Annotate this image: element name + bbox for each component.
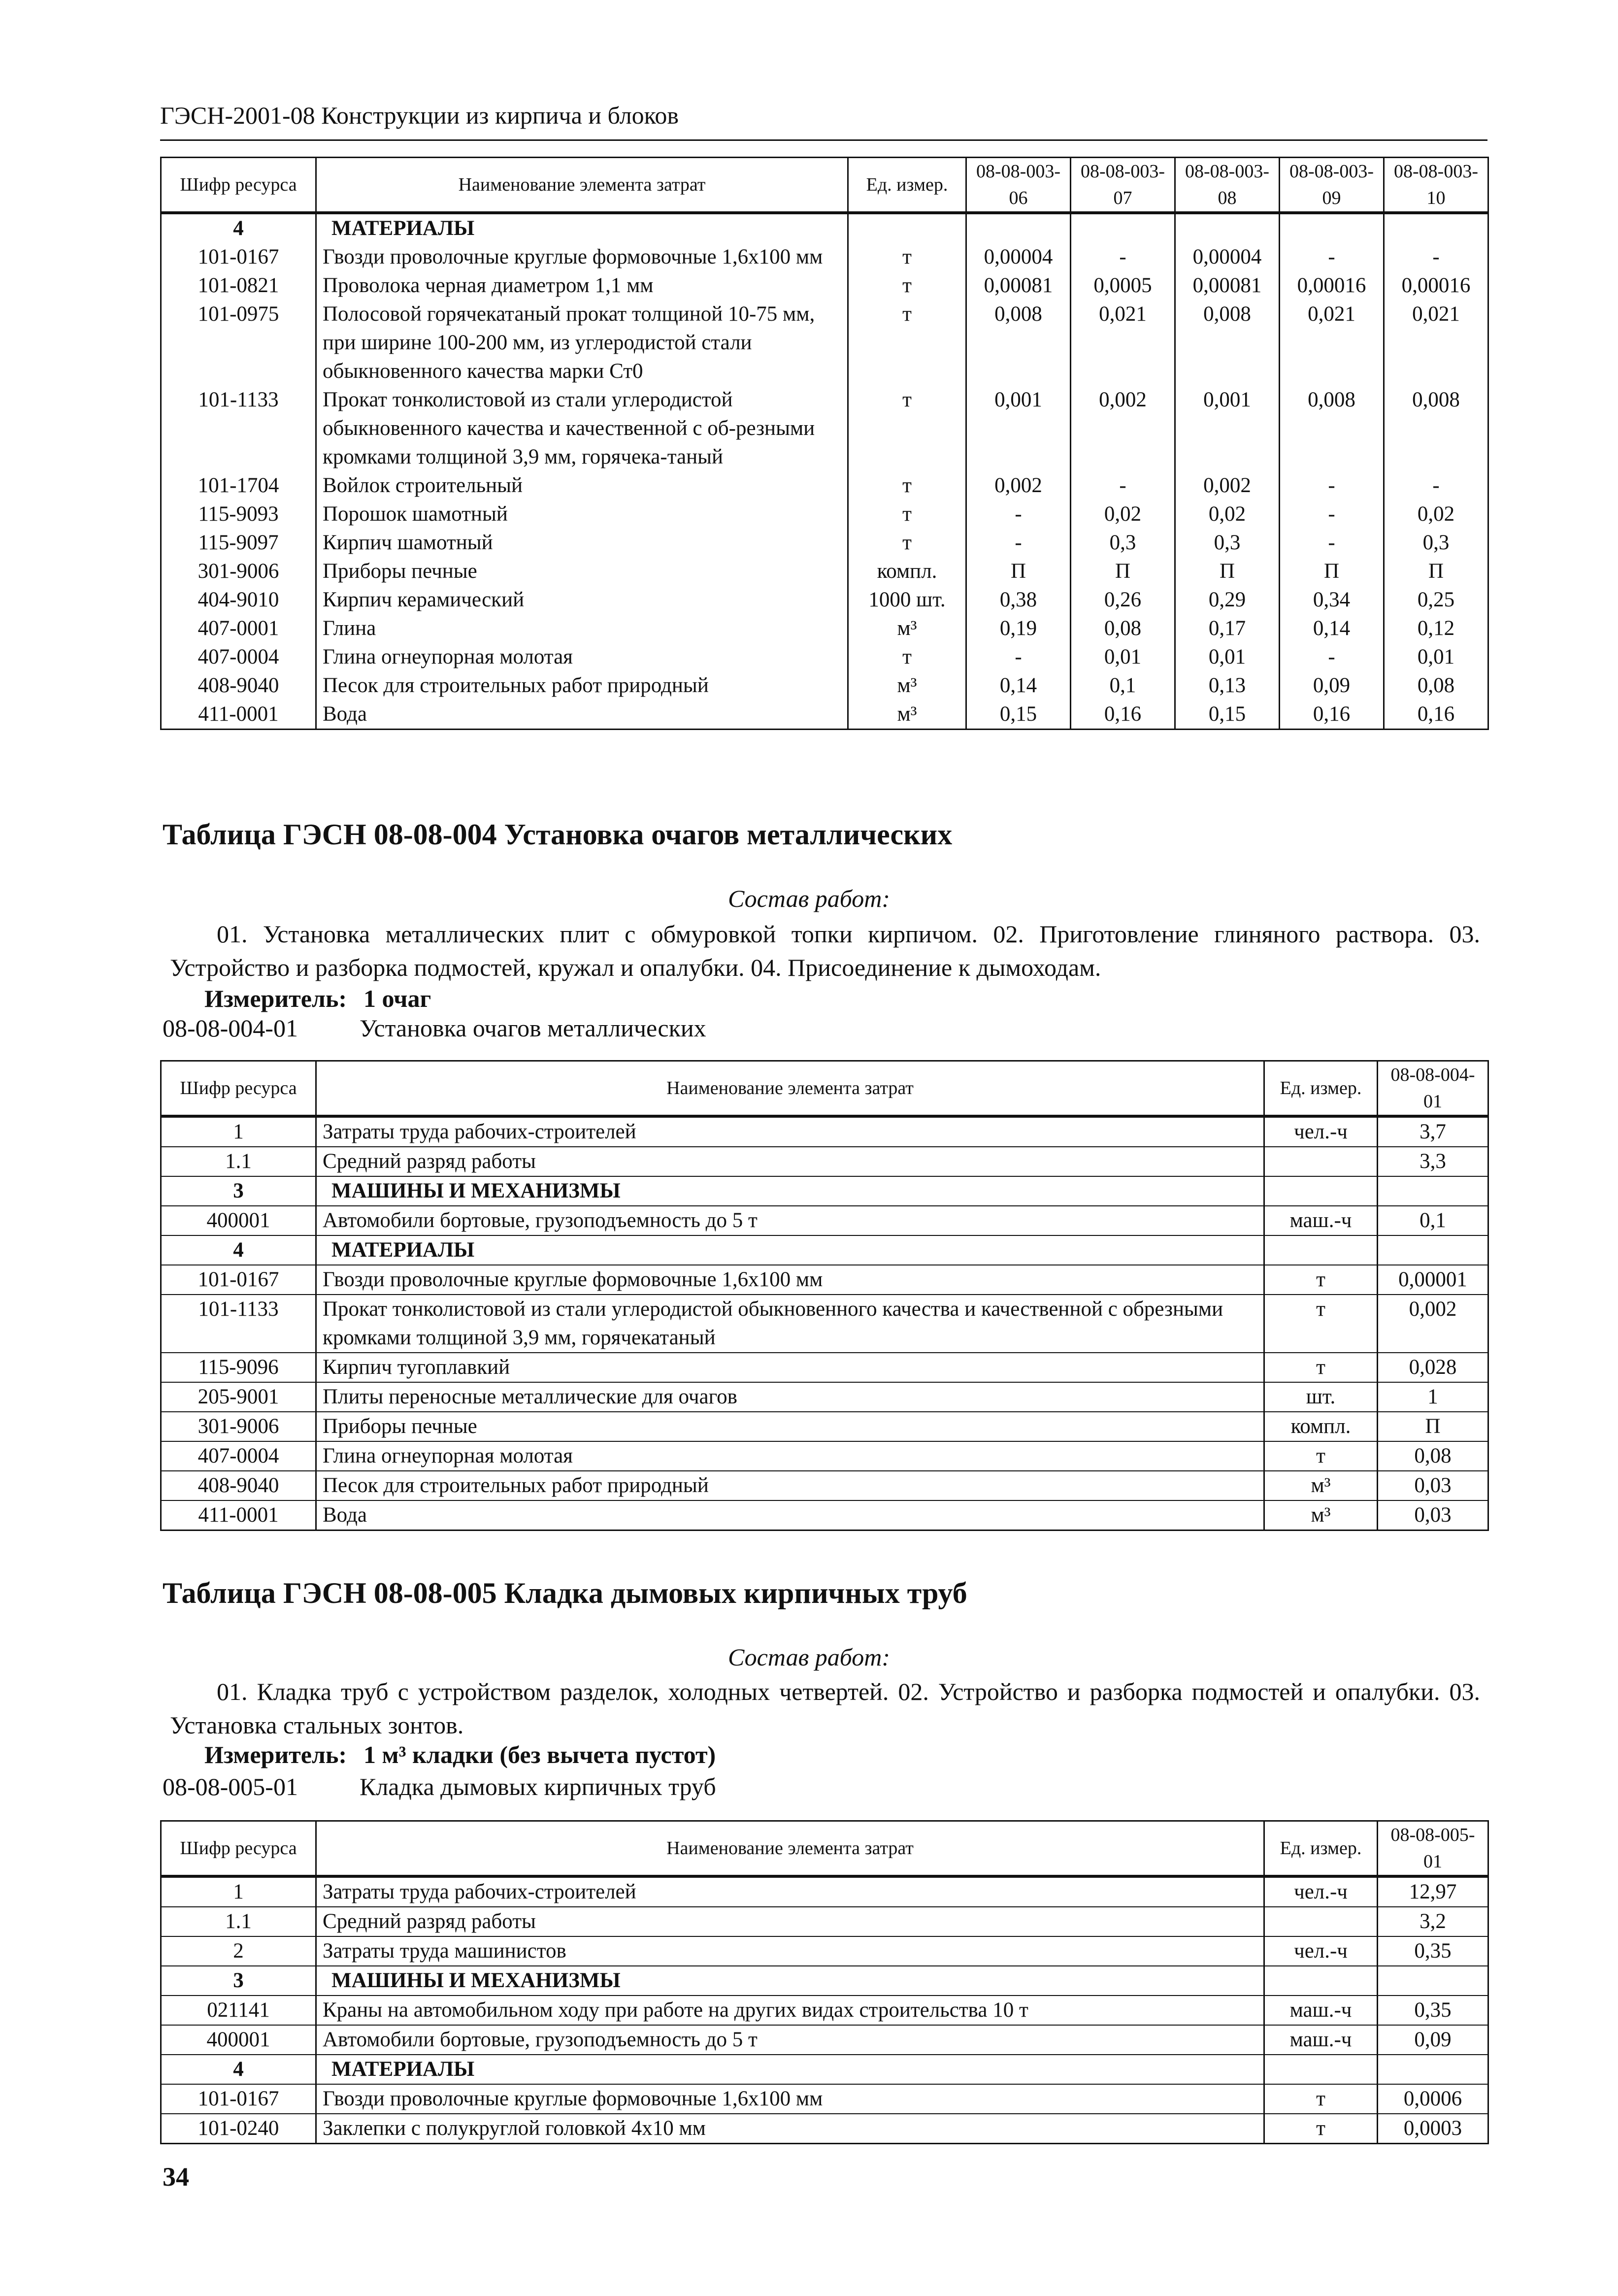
rate-value-cell: 0,35 <box>1378 1996 1488 2025</box>
cost-element-name-cell: МАТЕРИАЛЫ <box>316 2055 1264 2084</box>
table-row <box>161 2114 1488 2144</box>
rate-value-cell: 0,08 <box>1378 1441 1488 1471</box>
cost-element-name-cell: Песок для строительных работ природный <box>316 671 848 700</box>
unit-cell: т <box>1264 1295 1378 1353</box>
rate-code: 08-08-005-01 <box>163 1773 298 1800</box>
resource-code-cell: 205-9001 <box>161 1382 316 1412</box>
table-row <box>161 643 1488 671</box>
table-row <box>161 471 1488 500</box>
unit-cell: чел.-ч <box>1264 1936 1378 1966</box>
unit-cell: т <box>1264 2084 1378 2114</box>
section-row <box>161 213 1488 243</box>
resource-code-cell: 101-0975 <box>161 300 316 386</box>
cost-element-name-cell: МАТЕРИАЛЫ <box>316 1235 1264 1265</box>
rate-value-cell: 0,028 <box>1378 1353 1488 1382</box>
resource-code-cell: 101-0821 <box>161 271 316 300</box>
header-rate-08-08-005-01: 08-08-005-01 <box>1378 1821 1488 1877</box>
rate-value-cell: 3,2 <box>1378 1907 1488 1936</box>
rate-value-cell: - <box>1280 471 1384 500</box>
cost-element-name-cell: Войлок строительный <box>316 471 848 500</box>
unit-cell: т <box>848 300 966 386</box>
unit-cell: шт. <box>1264 1382 1378 1412</box>
rate-value-cell: 0,25 <box>1384 586 1488 614</box>
rate-line <box>163 1014 706 1042</box>
rate-value-cell: - <box>1384 471 1488 500</box>
resource-code-cell: 021141 <box>161 1996 316 2025</box>
table-row <box>161 614 1488 643</box>
cost-element-name-cell: Порошок шамотный <box>316 500 848 529</box>
rate-value-cell: - <box>1280 500 1384 529</box>
table-title-08-08-004: Таблица ГЭСН 08-08-004 Установка очагов металлических <box>163 818 953 851</box>
table-body <box>161 1876 1488 2144</box>
rate-value-cell: 0,1 <box>1378 1206 1488 1235</box>
rate-value-cell: 0,38 <box>966 586 1071 614</box>
resource-code-cell: 101-0167 <box>161 2084 316 2114</box>
header-resource-code: Шифр ресурса <box>161 158 316 213</box>
rate-value-cell: 0,008 <box>966 300 1071 386</box>
rate-value-cell <box>1384 213 1488 243</box>
rate-value-cell: - <box>966 643 1071 671</box>
rate-value-cell: 0,26 <box>1071 586 1175 614</box>
cost-element-name-cell: Автомобили бортовые, грузоподъемность до 5 т <box>316 1206 1264 1235</box>
cost-element-name-cell: МАТЕРИАЛЫ <box>316 213 848 243</box>
rate-value-cell: П <box>966 557 1071 586</box>
rate-value-cell: 0,008 <box>1175 300 1280 386</box>
cost-element-name-cell: Кирпич тугоплавкий <box>316 1353 1264 1382</box>
works-composition-title: Состав работ: <box>727 885 891 912</box>
table-row <box>161 1876 1488 1907</box>
unit-cell <box>1264 2055 1378 2084</box>
rate-value-cell: 0,29 <box>1175 586 1280 614</box>
rate-value-cell: 0,0005 <box>1071 271 1175 300</box>
header-rate-08-08-003-07: 08-08-003-07 <box>1071 158 1175 213</box>
resource-code-cell: 115-9097 <box>161 529 316 557</box>
unit-cell: компл. <box>848 557 966 586</box>
rate-value-cell: - <box>1280 529 1384 557</box>
rate-value-cell: 0,3 <box>1071 529 1175 557</box>
rate-value-cell: 0,09 <box>1280 671 1384 700</box>
cost-element-name-cell: Кирпич керамический <box>316 586 848 614</box>
meter-line <box>204 984 431 1013</box>
cost-element-name-cell: Кирпич шамотный <box>316 529 848 557</box>
running-head: ГЭСН-2001-08 Конструкции из кирпича и блоков <box>160 101 679 129</box>
resource-code-cell: 400001 <box>161 2025 316 2055</box>
rate-value-cell: 0,16 <box>1280 700 1384 730</box>
rate-value-cell: 12,97 <box>1378 1876 1488 1907</box>
header-cost-element-name: Наименование элемента затрат <box>316 1821 1264 1877</box>
cost-element-name-cell: Затраты труда рабочих-строителей <box>316 1116 1264 1147</box>
rate-value-cell: 1 <box>1378 1382 1488 1412</box>
page-number: 34 <box>163 2162 189 2192</box>
resource-code-cell: 101-1704 <box>161 471 316 500</box>
unit-cell: маш.-ч <box>1264 1206 1378 1235</box>
resource-code-cell: 407-0001 <box>161 614 316 643</box>
table-body <box>161 1116 1488 1531</box>
meter-label: Измеритель: <box>204 1741 347 1768</box>
unit-cell: т <box>848 243 966 271</box>
rate-value-cell: 0,34 <box>1280 586 1384 614</box>
unit-cell: маш.-ч <box>1264 1996 1378 2025</box>
resource-code-cell: 301-9006 <box>161 1412 316 1441</box>
rate-value-cell: 0,00004 <box>966 243 1071 271</box>
works-composition-title: Состав работ: <box>727 1643 891 1671</box>
unit-cell: т <box>1264 2114 1378 2144</box>
table-row <box>161 529 1488 557</box>
works-composition-text: 01. Установка металлических плит с обмуровкой топки кирпичом. 02. Приготовление глиняного раствора. 03. Устройство и разборка подмостей, кружал и опалубки. 04. Присоединение к дымоходам. <box>170 920 1480 981</box>
rate-value-cell: 0,01 <box>1071 643 1175 671</box>
rate-value-cell: 0,3 <box>1384 529 1488 557</box>
rate-value-cell <box>1378 1966 1488 1996</box>
cost-element-name-cell: Приборы печные <box>316 1412 1264 1441</box>
section-row <box>161 2055 1488 2084</box>
resource-code-cell: 4 <box>161 2055 316 2084</box>
cost-element-name-cell: Глина <box>316 614 848 643</box>
rate-value-cell: - <box>1071 243 1175 271</box>
rate-value-cell: 0,00001 <box>1378 1265 1488 1295</box>
rate-value-cell <box>1175 213 1280 243</box>
resource-code-cell: 4 <box>161 1235 316 1265</box>
rate-value-cell: - <box>1384 243 1488 271</box>
table-row <box>161 1907 1488 1936</box>
table-header-row <box>161 1061 1488 1117</box>
table-row <box>161 500 1488 529</box>
table-row <box>161 300 1488 386</box>
unit-cell: 1000 шт. <box>848 586 966 614</box>
unit-cell: м³ <box>1264 1471 1378 1500</box>
header-unit: Ед. измер. <box>848 158 966 213</box>
unit-cell: м³ <box>1264 1500 1378 1531</box>
rate-value-cell: 0,17 <box>1175 614 1280 643</box>
unit-cell <box>1264 1966 1378 1996</box>
rate-value-cell: 0,35 <box>1378 1936 1488 1966</box>
meter-value: 1 м³ кладки (без вычета пустот) <box>363 1741 716 1768</box>
unit-cell: м³ <box>848 614 966 643</box>
unit-cell: т <box>848 386 966 471</box>
header-rule <box>160 139 1487 141</box>
table-row <box>161 2084 1488 2114</box>
cost-element-name-cell: Гвозди проволочные круглые формовочные 1,6х100 мм <box>316 2084 1264 2114</box>
header-cost-element-name: Наименование элемента затрат <box>316 1061 1264 1117</box>
rate-value-cell: 0,03 <box>1378 1471 1488 1500</box>
rate-value-cell: 0,15 <box>966 700 1071 730</box>
table-row <box>161 1265 1488 1295</box>
rate-value-cell: П <box>1378 1412 1488 1441</box>
cost-element-name-cell: Полосовой горячекатаный прокат толщиной 10-75 мм, при ширине 100-200 мм, из углеродистой стали обыкновенного качества марки Ст0 <box>316 300 848 386</box>
rate-value-cell: 0,021 <box>1384 300 1488 386</box>
table-row <box>161 1353 1488 1382</box>
rate-value-cell: 0,02 <box>1071 500 1175 529</box>
works-composition-text: 01. Кладка труб с устройством разделок, холодных четвертей. 02. Устройство и разборка подмостей и опалубки. 03. Установка стальных зонтов. <box>170 1678 1480 1739</box>
resource-code-cell: 3 <box>161 1176 316 1206</box>
header-unit: Ед. измер. <box>1264 1061 1378 1117</box>
resource-code-cell: 1 <box>161 1876 316 1907</box>
rate-value-cell: 0,00081 <box>966 271 1071 300</box>
rate-value-cell: 0,008 <box>1384 386 1488 471</box>
table-08-08-005 <box>160 1820 1489 2144</box>
rate-value-cell: 0,02 <box>1384 500 1488 529</box>
rate-name: Установка очагов металлических <box>360 1014 706 1042</box>
rate-value-cell: 0,00004 <box>1175 243 1280 271</box>
cost-element-name-cell: МАШИНЫ И МЕХАНИЗМЫ <box>316 1176 1264 1206</box>
cost-element-name-cell: Плиты переносные металлические для очагов <box>316 1382 1264 1412</box>
unit-cell: т <box>848 471 966 500</box>
table-row <box>161 1936 1488 1966</box>
cost-element-name-cell: Краны на автомобильном ходу при работе на других видах строительства 10 т <box>316 1996 1264 2025</box>
cost-element-name-cell: Заклепки с полукруглой головкой 4х10 мм <box>316 2114 1264 2144</box>
cost-element-name-cell: Глина огнеупорная молотая <box>316 643 848 671</box>
cost-element-name-cell: Песок для строительных работ природный <box>316 1471 1264 1500</box>
cost-element-name-cell: Прокат тонколистовой из стали углеродистой обыкновенного качества и качественной с об-резными кромками толщиной 3,9 мм, горячека-таный <box>316 386 848 471</box>
rate-value-cell: П <box>1280 557 1384 586</box>
table-row <box>161 1500 1488 1531</box>
unit-cell: т <box>848 643 966 671</box>
cost-element-name-cell: Вода <box>316 1500 1264 1531</box>
unit-cell: т <box>1264 1265 1378 1295</box>
rate-value-cell: 0,03 <box>1378 1500 1488 1531</box>
rate-value-cell: 0,021 <box>1280 300 1384 386</box>
rate-value-cell: 0,00081 <box>1175 271 1280 300</box>
rate-value-cell: 0,00016 <box>1280 271 1384 300</box>
rate-value-cell: 0,001 <box>966 386 1071 471</box>
rate-value-cell: 0,002 <box>966 471 1071 500</box>
unit-cell <box>1264 1176 1378 1206</box>
rate-value-cell: 3,3 <box>1378 1147 1488 1176</box>
rate-value-cell: 0,0006 <box>1378 2084 1488 2114</box>
table-row <box>161 671 1488 700</box>
resource-code-cell: 101-0167 <box>161 1265 316 1295</box>
rate-value-cell: П <box>1071 557 1175 586</box>
table-row <box>161 1206 1488 1235</box>
rate-value-cell: П <box>1175 557 1280 586</box>
header-unit: Ед. измер. <box>1264 1821 1378 1877</box>
rate-value-cell: 0,12 <box>1384 614 1488 643</box>
table-row <box>161 1295 1488 1353</box>
header-resource-code: Шифр ресурса <box>161 1821 316 1877</box>
resource-code-cell: 407-0004 <box>161 1441 316 1471</box>
rate-value-cell: 0,14 <box>966 671 1071 700</box>
rate-value-cell: 0,0003 <box>1378 2114 1488 2144</box>
rate-value-cell <box>1378 1176 1488 1206</box>
table-row <box>161 1116 1488 1147</box>
rate-code: 08-08-004-01 <box>163 1014 298 1042</box>
rate-value-cell: П <box>1384 557 1488 586</box>
resource-code-cell: 4 <box>161 213 316 243</box>
rate-value-cell: - <box>1280 643 1384 671</box>
rate-value-cell: - <box>966 500 1071 529</box>
cost-element-name-cell: Затраты труда рабочих-строителей <box>316 1876 1264 1907</box>
rate-value-cell: 0,001 <box>1175 386 1280 471</box>
rate-value-cell: - <box>1071 471 1175 500</box>
table-row <box>161 1382 1488 1412</box>
unit-cell <box>1264 1235 1378 1265</box>
cost-element-name-cell: Вода <box>316 700 848 730</box>
table-row <box>161 1996 1488 2025</box>
rate-value-cell: 0,002 <box>1378 1295 1488 1353</box>
unit-cell <box>848 213 966 243</box>
rate-line <box>163 1772 716 1801</box>
resource-code-cell: 411-0001 <box>161 1500 316 1531</box>
rate-value-cell: 0,01 <box>1175 643 1280 671</box>
unit-cell: чел.-ч <box>1264 1876 1378 1907</box>
table-body <box>161 213 1488 730</box>
header-rate-08-08-003-08: 08-08-003-08 <box>1175 158 1280 213</box>
header-rate-08-08-004-01: 08-08-004-01 <box>1378 1061 1488 1117</box>
table-row <box>161 386 1488 471</box>
rate-value-cell: 0,08 <box>1071 614 1175 643</box>
resource-code-cell: 1 <box>161 1116 316 1147</box>
unit-cell: т <box>1264 1441 1378 1471</box>
resource-code-cell: 404-9010 <box>161 586 316 614</box>
rate-name: Кладка дымовых кирпичных труб <box>360 1773 716 1800</box>
unit-cell: м³ <box>848 700 966 730</box>
resource-code-cell: 1.1 <box>161 1147 316 1176</box>
unit-cell: чел.-ч <box>1264 1116 1378 1147</box>
resource-code-cell: 115-9093 <box>161 500 316 529</box>
resource-code-cell: 101-0167 <box>161 243 316 271</box>
cost-element-name-cell: Приборы печные <box>316 557 848 586</box>
unit-cell: т <box>848 529 966 557</box>
unit-cell: т <box>848 500 966 529</box>
rate-value-cell: 0,16 <box>1384 700 1488 730</box>
meter-label: Измеритель: <box>204 985 347 1012</box>
table-row <box>161 586 1488 614</box>
cost-element-name-cell: Глина огнеупорная молотая <box>316 1441 1264 1471</box>
header-cost-element-name: Наименование элемента затрат <box>316 158 848 213</box>
table-row <box>161 2025 1488 2055</box>
cost-element-name-cell: МАШИНЫ И МЕХАНИЗМЫ <box>316 1966 1264 1996</box>
table-row <box>161 271 1488 300</box>
cost-element-name-cell: Прокат тонколистовой из стали углеродистой обыкновенного качества и качественной с обрезными кромками толщиной 3,9 мм, горячекатаный <box>316 1295 1264 1353</box>
cost-element-name-cell: Затраты труда машинистов <box>316 1936 1264 1966</box>
resource-code-cell: 101-1133 <box>161 1295 316 1353</box>
rate-value-cell: 0,08 <box>1384 671 1488 700</box>
cost-element-name-cell: Средний разряд работы <box>316 1907 1264 1936</box>
section-row <box>161 1966 1488 1996</box>
rate-value-cell: 0,14 <box>1280 614 1384 643</box>
rate-value-cell: 0,13 <box>1175 671 1280 700</box>
header-rate-08-08-003-06: 08-08-003-06 <box>966 158 1071 213</box>
cost-element-name-cell: Гвозди проволочные круглые формовочные 1,6х100 мм <box>316 1265 1264 1295</box>
rate-value-cell: 0,09 <box>1378 2025 1488 2055</box>
rate-value-cell: 0,3 <box>1175 529 1280 557</box>
table-row <box>161 1471 1488 1500</box>
unit-cell: т <box>848 271 966 300</box>
resource-code-cell: 101-1133 <box>161 386 316 471</box>
resource-code-cell: 407-0004 <box>161 643 316 671</box>
table-header-row <box>161 158 1488 213</box>
table-row <box>161 700 1488 730</box>
header-rate-08-08-003-10: 08-08-003-10 <box>1384 158 1488 213</box>
cost-element-name-cell: Средний разряд работы <box>316 1147 1264 1176</box>
rate-value-cell: 0,002 <box>1175 471 1280 500</box>
resource-code-cell: 400001 <box>161 1206 316 1235</box>
resource-code-cell: 408-9040 <box>161 671 316 700</box>
rate-value-cell: - <box>966 529 1071 557</box>
resource-code-cell: 2 <box>161 1936 316 1966</box>
table-08-08-004 <box>160 1060 1489 1531</box>
cost-element-name-cell: Гвозди проволочные круглые формовочные 1,6х100 мм <box>316 243 848 271</box>
cost-element-name-cell: Автомобили бортовые, грузоподъемность до 5 т <box>316 2025 1264 2055</box>
rate-value-cell <box>1378 1235 1488 1265</box>
resource-code-cell: 1.1 <box>161 1907 316 1936</box>
rate-value-cell: 0,01 <box>1384 643 1488 671</box>
rate-value-cell: 0,021 <box>1071 300 1175 386</box>
table-row <box>161 1412 1488 1441</box>
rate-value-cell: 0,02 <box>1175 500 1280 529</box>
rate-value-cell: 0,008 <box>1280 386 1384 471</box>
unit-cell: компл. <box>1264 1412 1378 1441</box>
meter-line <box>204 1740 716 1769</box>
unit-cell <box>1264 1147 1378 1176</box>
resource-code-cell: 411-0001 <box>161 700 316 730</box>
rate-value-cell: 0,002 <box>1071 386 1175 471</box>
table-row <box>161 1147 1488 1176</box>
rate-value-cell: 3,7 <box>1378 1116 1488 1147</box>
resource-code-cell: 301-9006 <box>161 557 316 586</box>
resource-code-cell: 408-9040 <box>161 1471 316 1500</box>
unit-cell: т <box>1264 1353 1378 1382</box>
rate-value-cell: - <box>1280 243 1384 271</box>
rate-value-cell: 0,16 <box>1071 700 1175 730</box>
resource-code-cell: 3 <box>161 1966 316 1996</box>
section-row <box>161 1235 1488 1265</box>
rate-value-cell: 0,15 <box>1175 700 1280 730</box>
rate-value-cell <box>1071 213 1175 243</box>
rate-value-cell: 0,00016 <box>1384 271 1488 300</box>
resource-code-cell: 101-0240 <box>161 2114 316 2144</box>
table-row <box>161 1441 1488 1471</box>
table-title-08-08-005: Таблица ГЭСН 08-08-005 Кладка дымовых кирпичных труб <box>163 1577 967 1609</box>
section-row <box>161 1176 1488 1206</box>
rate-value-cell <box>1378 2055 1488 2084</box>
table-header-row <box>161 1821 1488 1877</box>
rate-value-cell <box>1280 213 1384 243</box>
meter-value: 1 очаг <box>363 985 431 1012</box>
rate-value-cell: 0,1 <box>1071 671 1175 700</box>
header-resource-code: Шифр ресурса <box>161 1061 316 1117</box>
rate-value-cell <box>966 213 1071 243</box>
table-08-08-003 <box>160 157 1489 730</box>
cost-element-name-cell: Проволока черная диаметром 1,1 мм <box>316 271 848 300</box>
header-rate-08-08-003-09: 08-08-003-09 <box>1280 158 1384 213</box>
table-row <box>161 557 1488 586</box>
unit-cell <box>1264 1907 1378 1936</box>
table-row <box>161 243 1488 271</box>
unit-cell: м³ <box>848 671 966 700</box>
unit-cell: маш.-ч <box>1264 2025 1378 2055</box>
rate-value-cell: 0,19 <box>966 614 1071 643</box>
resource-code-cell: 115-9096 <box>161 1353 316 1382</box>
